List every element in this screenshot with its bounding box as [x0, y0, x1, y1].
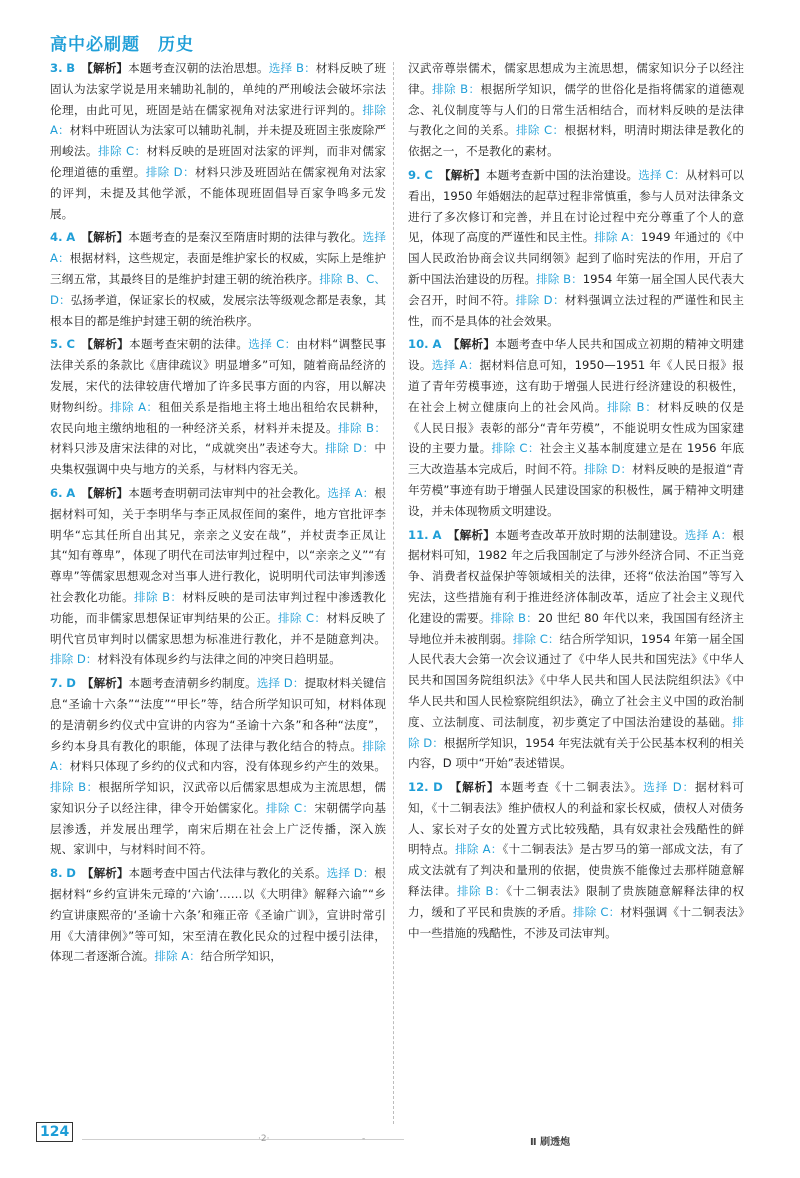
explanation-text: 根据材料“乡约宣讲朱元璋的‘六谕’……以《大明律》解释六谕”“乡约宣讲康熙帝的‘圣谕十六条’和雍正帝《圣谕广训》，宣讲时常引用《大清律例》”等可知，宋至清在教化民众的过程中援引法律，体现二者逐渐合流。	[50, 866, 386, 964]
explanation-text: 材料只涉及班固站在儒家视角对法家的评判，未提及其他学派，不能体现班固倡导百家争鸣多元发展。	[50, 164, 386, 221]
explanation-text: 1954 年第一届全国人民代表大会召开，时间不符。	[408, 271, 744, 307]
answer-letter: A	[66, 485, 76, 500]
explanation-text: 根据所学知识，汉武帝以后儒家思想成为主流思想，儒家知识分子以经注律，律令开始儒家化。	[50, 780, 386, 815]
option-label: 排除 B：	[536, 271, 583, 286]
analysis-tag: 【解析】	[447, 527, 496, 542]
footer-mark: -	[362, 1134, 366, 1144]
option-label: 排除 A：	[154, 949, 201, 964]
explanation-text: 本题考查清朝乡约制度。	[128, 676, 257, 691]
explanation-text: 租佃关系是指地主将土地出租给农民耕种，农民向地主缴纳地租的一种经济关系，材料并未提及。	[50, 399, 386, 435]
question-number: 12.	[408, 780, 429, 795]
explanation-text: 据材料信息可知，1950—1951 年《人民日报》报道了青年劳模事迹，这有助于增强人民进行经济建设的积极性，在社会上树立健康向上的社会风尚。	[408, 358, 744, 414]
explanation-text: 结合所学知识，1954 年第一届全国人民代表大会第一次会议通过了《中华人民共和国宪法》《中华人民共和国国务院组织法》《中华人民共和国人民法院组织法》《中华人民共和国人民检察院组织法》，确立了社会主义中国的政治制度、立法制度、司法制度，初步奠定了中国法治建设的基础。	[408, 631, 744, 729]
analysis-tag: 【解析】	[81, 676, 129, 691]
option-label: 排除 D：	[584, 462, 633, 477]
answer-item	[408, 58, 744, 162]
explanation-text: 本题考查改革开放时期的法制建设。	[495, 527, 685, 542]
answer-letter: A	[432, 527, 442, 542]
option-label: 排除 D：	[515, 292, 565, 307]
analysis-tag: 【解析】	[448, 780, 500, 795]
option-label: 排除 C：	[572, 904, 621, 919]
footer-rule	[82, 1139, 404, 1140]
explanation-text: 《十二铜表法》限制了贵族随意解释法律的权力，缓和了平民和贵族的矛盾。	[408, 884, 744, 919]
explanation-text: 本题考查中华人民共和国成立初期的精神文明建设。	[408, 337, 744, 373]
explanation-text: 社会主义基本制度建立是在 1956 年底三大改造基本完成后，时间不符。	[408, 441, 744, 477]
question-number: 8.	[50, 866, 63, 881]
explanation-text: 材料中班固认为法家可以辅助礼制，并未提及班固主张废除严刑峻法。	[50, 123, 386, 159]
explanation-text: 根据材料，这些规定，表面是维护家长的权威，实际上是维护三纲五常，其最终目的是维护封建王朝的统治秩序。	[50, 251, 386, 286]
explanation-text: 根据材料，明清时期法律是教化的依据之一，不是教化的素材。	[408, 123, 744, 159]
column-divider	[393, 62, 394, 1124]
question-number: 6.	[50, 485, 63, 500]
option-label: 选择 C：	[248, 337, 297, 352]
explanation-text: 材料反映的仅是《人民日报》表彰的部分“青年劳模”，不能说明女性成为国家建设的主要力量。	[408, 399, 744, 456]
answer-letter: C	[424, 167, 433, 182]
option-label: 排除 D：	[50, 652, 98, 667]
answer-letter: B	[66, 61, 76, 75]
option-label: 排除 D：	[325, 441, 375, 456]
option-label: 排除 B：	[432, 81, 481, 96]
answer-letter: D	[66, 676, 76, 691]
analysis-tag: 【解析】	[81, 485, 129, 500]
left-column	[50, 58, 386, 970]
option-label: 选择 D：	[256, 676, 305, 691]
option-label: 排除 A：	[455, 842, 503, 857]
option-label: 排除 C：	[265, 800, 315, 815]
explanation-text: 根据材料可知，1982 年之后我国制定了与涉外经济合同、不正当竞争、消费者权益保护等领域相关的法律，还将“依法治国”等写入宪法，这些措施有利于推进经济体制改革，适应了社会主义现代化建设的需要。	[408, 527, 744, 625]
explanation-text: 本题考查明朝司法审判中的社会教化。	[128, 485, 328, 500]
explanation-text: 材料反映了班固认为法家学说是用来辅助礼制的，单纯的严刑峻法会破坏宗法伦理，由此可见，班固是站在儒家视角对法家进行评判的。	[50, 61, 386, 117]
question-number: 5.	[50, 337, 63, 352]
explanation-text: 弘扬孝道，保证家长的权威，发展宗法等级观念都是表象，其根本目的都是维护封建王朝的统治秩序。	[50, 292, 386, 328]
explanation-text: 本题考查《十二铜表法》。	[499, 780, 644, 795]
page-number-value: 124	[40, 1124, 70, 1140]
explanation-text: 材料强调立法过程的严谨性和民主性，而不是具体的社会效果。	[408, 292, 744, 328]
explanation-text: 由材料“调整民事法律关系的条款比《唐律疏议》明显增多”可知，随着商品经济的发展，宋代的法律较唐代增加了许多民事方面的内容，用以解决财物纠纷。	[50, 337, 386, 414]
explanation-text: 《十二铜表法》是古罗马的第一部成文法，有了成文法就有了判决和量刑的依据，使贵族不能像过去那样随意解释法律。	[408, 842, 744, 899]
explanation-text: 提取材料关键信息“圣谕十六条”“法度”“甲长”等，结合所学知识可知，材料体现的是清朝乡约仪式中宣讲的内容为“圣谕十六条”和各种“法度”，乡约本身具有教化的职能，体现了法律与教化结合的特点。	[50, 676, 386, 753]
answer-item	[408, 165, 744, 331]
answer-letter: A	[432, 337, 442, 352]
analysis-tag: 【解析】	[438, 167, 486, 182]
explanation-text: 本题考查中国古代法律与教化的关系。	[128, 866, 327, 881]
option-label: 排除 C：	[512, 631, 560, 646]
question-number: 3.	[50, 61, 63, 75]
option-label: 排除 C：	[277, 610, 327, 625]
book-title: 高中必刷题 历史	[50, 35, 194, 55]
option-label: 排除 C：	[491, 441, 540, 456]
option-label: 选择 D：	[643, 780, 695, 795]
answer-item	[408, 525, 744, 775]
option-label: 排除 A：	[50, 738, 386, 774]
answer-item	[408, 334, 744, 521]
option-label: 排除 D：	[408, 714, 744, 750]
question-number: 4.	[50, 230, 63, 245]
right-column	[408, 58, 744, 946]
explanation-text: 本题考查新中国的法治建设。	[485, 167, 639, 182]
explanation-text: 结合所学知识，	[200, 949, 282, 964]
explanation-text: 1949 年通过的《中国人民政治协商会议共同纲领》起到了临时宪法的作用，开启了新中国法治建设的历程。	[408, 230, 744, 286]
answer-item	[50, 863, 386, 967]
answer-item	[50, 483, 386, 670]
explanation-text: 根据材料可知，关于李明华与李正凤叔侄间的案件，地方官批评李明华“忘其任所自出其兄，亲亲之义安在哉”，并杖责李正凤让其“知有尊卑”，体现了明代在司法审判过程中，以“亲亲之义”“有尊卑”等儒家思想观念对当事人进行教化，说明明代司法审判渗透社会教化功能。	[50, 485, 386, 604]
answer-letter: A	[66, 230, 76, 245]
footer-logo: Ⅱ 刷透炮	[530, 1137, 571, 1148]
answer-letter: D	[433, 780, 443, 795]
option-label: 排除 D：	[145, 164, 195, 179]
analysis-tag: 【解析】	[81, 866, 129, 881]
option-label: 选择 A：	[50, 230, 386, 266]
answer-letter: D	[66, 866, 76, 881]
explanation-text: 中央集权强调中央与地方的关系，与材料内容无关。	[50, 441, 386, 477]
footer-mark: ·2·	[258, 1134, 270, 1144]
option-label: 选择 B：	[268, 61, 316, 75]
explanation-text: 材料没有体现乡约与法律之间的冲突日趋明显。	[97, 652, 341, 667]
option-label: 排除 B：	[133, 589, 183, 604]
answer-item	[50, 673, 386, 860]
explanation-text: 本题考查宋朝的法律。	[129, 337, 249, 352]
analysis-tag: 【解析】	[81, 61, 129, 75]
option-label: 排除 C：	[515, 123, 565, 138]
answer-item	[50, 334, 386, 480]
question-number: 10.	[408, 337, 429, 352]
explanation-text: 根据所学知识，1954 年宪法就有关于公民基本权利的相关内容，D 项中“开始”表述错误。	[408, 735, 744, 771]
option-label: 排除 A：	[50, 102, 386, 138]
option-label: 选择 A：	[431, 358, 480, 373]
answer-letter: C	[66, 337, 76, 352]
page-number	[36, 1122, 73, 1142]
option-label: 排除 B：	[607, 399, 658, 414]
explanation-text: 材料反映的是司法审判过程中渗透教化功能，而非儒家思想保证审判结果的公正。	[50, 589, 386, 625]
question-number: 9.	[408, 167, 421, 182]
option-label: 排除 B：	[456, 884, 507, 899]
answer-item	[408, 777, 744, 943]
explanation-text: 从材料可以看出，1950 年婚姻法的起草过程非常慎重，参与人员对法律条文进行了多次修订和完善，并且在讨论过程中充分尊重了个人的意见，体现了高度的严谨性和民主性。	[408, 167, 744, 245]
option-label: 排除 B：	[337, 420, 386, 435]
explanation-text: 20 世纪 80 年代以来，我国国有经济主导地位并未被削弱。	[408, 610, 745, 646]
explanation-text: 材料只涉及唐宋法律的对比，“成就突出”表述夸大。	[50, 441, 326, 456]
analysis-tag: 【解析】	[81, 337, 130, 352]
question-number: 7.	[50, 676, 63, 691]
option-label: 排除 B、C、D：	[50, 271, 386, 307]
explanation-text: 材料强调《十二铜表法》中一些措施的残酷性，不涉及司法审判。	[408, 904, 745, 940]
option-label: 选择 A：	[327, 485, 375, 500]
option-label: 排除 A：	[594, 230, 641, 245]
answer-item	[50, 58, 386, 224]
option-label: 选择 A：	[684, 527, 733, 542]
explanation-text: 宋朝儒学向基层渗透，并发展出理学，南宋后期在社会上广泛传播，深入族规、家训中，与材料时间不符。	[50, 800, 386, 857]
explanation-text: 本题考查汉朝的法治思想。	[128, 61, 269, 75]
explanation-text: 根据所学知识，儒学的世俗化是指将儒家的道德观念、礼仪制度等与人们的日常生活相结合，而材料反映的是法律与教化之间的关系。	[408, 81, 744, 138]
explanation-text: 据材料可知，《十二铜表法》维护债权人的利益和家长权威，债权人对债务人、家长对子女的处置方式比较残酷，具有奴隶社会残酷性的鲜明特点。	[408, 780, 744, 857]
analysis-tag: 【解析】	[447, 337, 496, 352]
explanation-text: 材料反映了明代官员审判时以儒家思想为标准进行教化，并不是随意判决。	[50, 610, 386, 646]
answer-item	[50, 227, 386, 331]
analysis-tag: 【解析】	[81, 230, 129, 245]
explanation-text: 汉武帝尊崇儒术，儒家思想成为主流思想，儒家知识分子以经注律。	[408, 61, 744, 96]
explanation-text: 材料只体现了乡约的仪式和内容，没有体现乡约产生的效果。	[69, 759, 386, 774]
option-label: 选择 C：	[638, 167, 686, 182]
explanation-text: 材料反映的是报道“青年劳模”事迹有助于增强人民建设国家的积极性，属于精神文明建设，并未体现物质文明建设。	[408, 462, 744, 518]
option-label: 排除 A：	[110, 399, 159, 414]
question-number: 11.	[408, 527, 429, 542]
option-label: 排除 B：	[490, 610, 538, 625]
option-label: 选择 D：	[326, 866, 375, 881]
explanation-text: 本题考查的是秦汉至隋唐时期的法律与教化。	[128, 230, 363, 245]
option-label: 排除 C：	[97, 144, 147, 159]
option-label: 排除 B：	[50, 780, 99, 795]
explanation-text: 材料反映的是班固对法家的评判，而非对儒家伦理道德的重塑。	[50, 144, 386, 179]
